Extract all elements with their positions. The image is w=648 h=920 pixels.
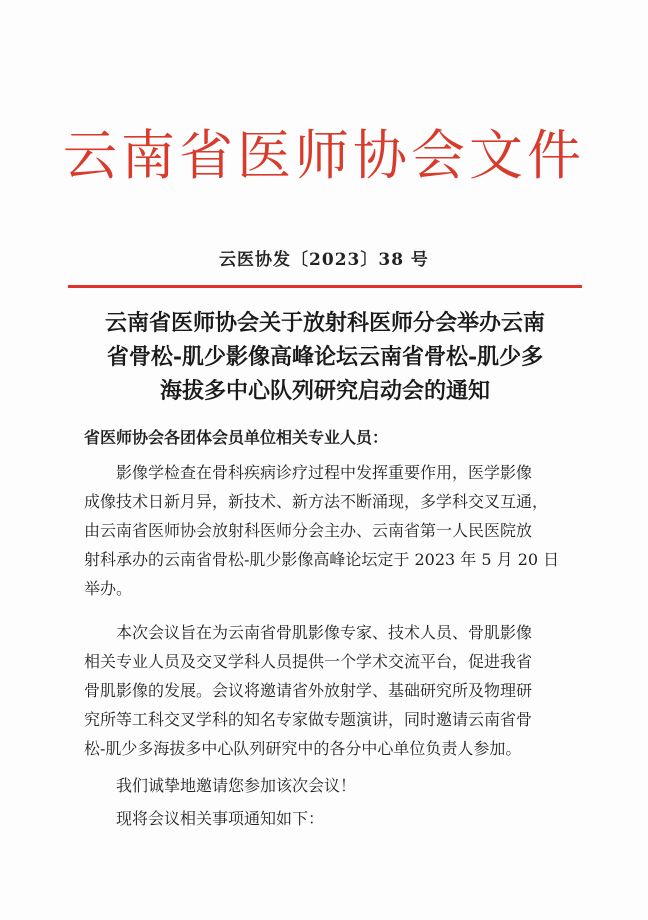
- paragraph-line: 骨肌影像的发展。会议将邀请省外放射学、基础研究所及物理研: [84, 681, 533, 700]
- paragraph-line: 成像技术日新月异，新技术、新方法不断涌现，多学科交叉互通，: [84, 492, 549, 511]
- paragraph-line: 相关专业人员及交叉学科人员提供一个学术交流平台，促进我省: [84, 652, 533, 671]
- salutation: 省医师协会各团体会员单位相关专业人员：: [84, 428, 389, 447]
- paragraph-line: 举办。: [84, 579, 133, 598]
- org-title-header: 云南省医师协会文件: [63, 124, 585, 187]
- paragraph-line: 由云南省医师协会放射科医师分会主办、云南省第一人民医院放: [84, 521, 533, 540]
- paragraph-4: [84, 804, 584, 833]
- paragraph-3: [84, 771, 584, 800]
- paragraph-line: 我们诚挚地邀请您参加该次会议！: [116, 776, 357, 795]
- paragraph-line: 影像学检查在骨科疾病诊疗过程中发挥重要作用，医学影像: [116, 463, 533, 482]
- notice-title-line: 省骨松-肌少影像高峰论坛云南省骨松-肌少多: [106, 344, 544, 370]
- paragraph-line: 本次会议旨在为云南省骨肌影像专家、技术人员、骨肌影像: [116, 623, 533, 642]
- paragraph-line: 射科承办的云南省骨松-肌少影像高峰论坛定于 2023 年 5 月 20 日: [84, 550, 560, 569]
- paragraph-2: [84, 618, 584, 763]
- paragraph-line: 究所等工科交叉学科的知名专家做专题演讲，同时邀请云南省骨: [84, 710, 533, 729]
- red-divider-rule: [68, 285, 582, 288]
- notice-title: [68, 306, 582, 408]
- paragraph-1: [84, 458, 584, 603]
- notice-title-line: 海拔多中心队列研究启动会的通知: [159, 378, 490, 404]
- paragraph-line: 现将会议相关事项通知如下：: [116, 809, 325, 828]
- notice-title-line: 云南省医师协会关于放射科医师分会举办云南: [104, 310, 545, 336]
- document-number: 云医协发〔2023〕38 号: [219, 250, 429, 270]
- paragraph-line: 松-肌少多海拔多中心队列研究中的各分中心单位负责人参加。: [84, 739, 522, 758]
